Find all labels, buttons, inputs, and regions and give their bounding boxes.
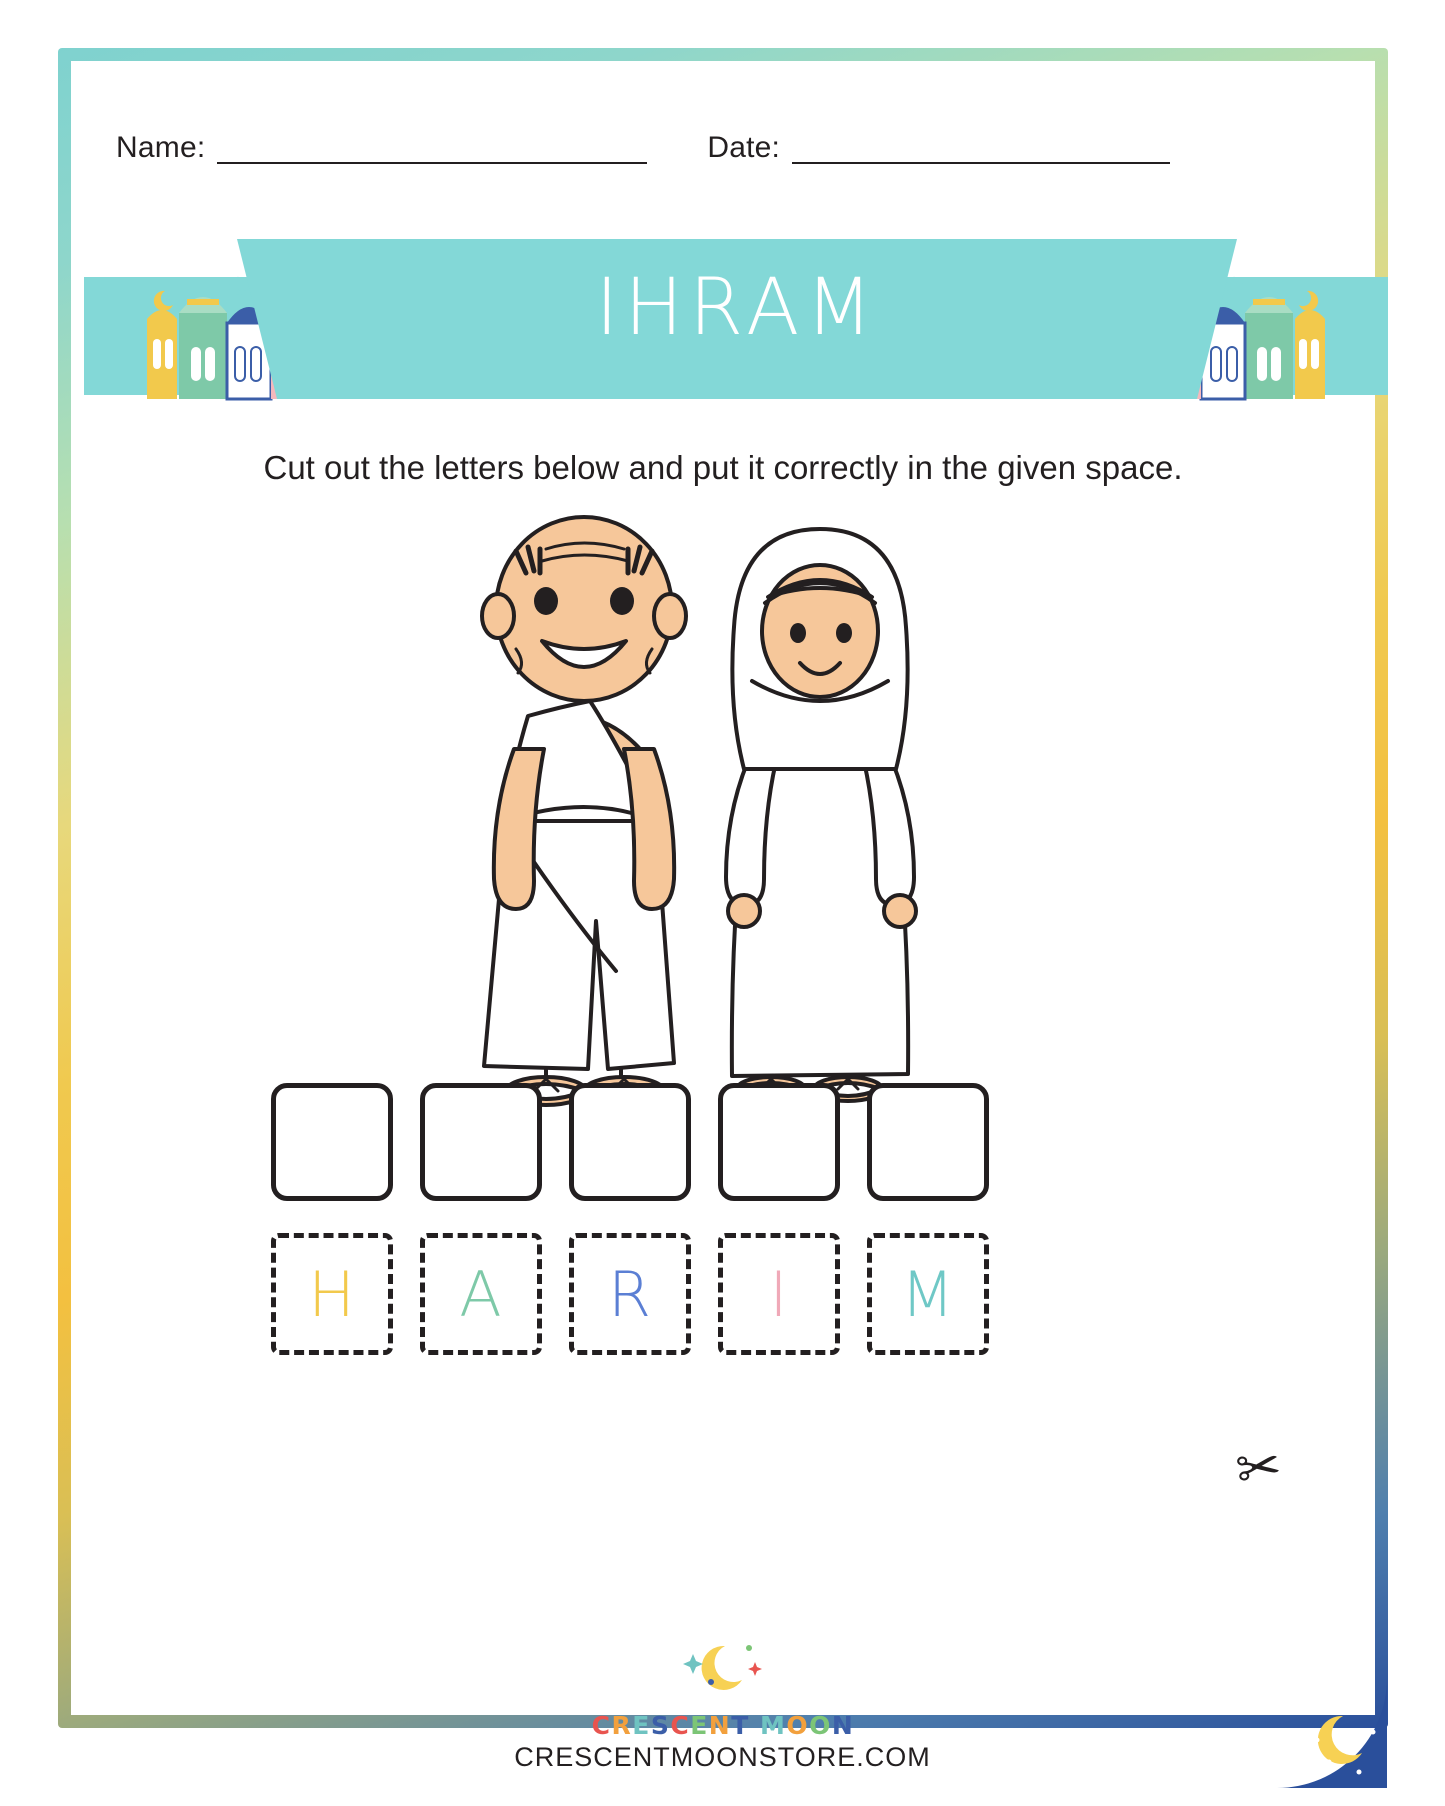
crescent-moon-icon	[663, 1636, 783, 1706]
answer-box[interactable]	[569, 1083, 691, 1201]
letter-tile[interactable]: R	[569, 1233, 691, 1355]
pilgrims-illustration	[356, 491, 976, 1111]
date-input-line[interactable]	[792, 132, 1170, 164]
brand-logo-text: CRESCENT MOON	[591, 1711, 855, 1740]
answer-box[interactable]	[718, 1083, 840, 1201]
letter-tile[interactable]: I	[718, 1233, 840, 1355]
letter-tile[interactable]: H	[271, 1233, 393, 1355]
corner-moon-badge-icon	[1277, 1678, 1387, 1788]
page-title: IHRAM	[595, 263, 879, 353]
footer-url: CRESCENTMOONSTORE.COM	[514, 1742, 931, 1772]
letter-tile[interactable]: M	[867, 1233, 989, 1355]
answer-box[interactable]	[867, 1083, 989, 1201]
letter-tiles-row	[271, 1233, 989, 1355]
date-label: Date:	[707, 131, 781, 164]
answer-box[interactable]	[420, 1083, 542, 1201]
name-input-line[interactable]	[217, 132, 647, 164]
worksheet-content-area	[71, 61, 1375, 1740]
name-date-row	[116, 123, 1356, 173]
letter-tile[interactable]: A	[420, 1233, 542, 1355]
instruction-text: Cut out the letters below and put it correctly in the given space.	[263, 449, 1183, 486]
brand-logo	[71, 1636, 1375, 1740]
title-banner	[84, 239, 1388, 429]
scissors-icon: ✂	[1232, 1435, 1286, 1501]
answer-boxes-row	[271, 1083, 989, 1201]
answer-box[interactable]	[271, 1083, 393, 1201]
name-label: Name:	[116, 131, 206, 164]
gradient-border-frame	[58, 48, 1388, 1740]
